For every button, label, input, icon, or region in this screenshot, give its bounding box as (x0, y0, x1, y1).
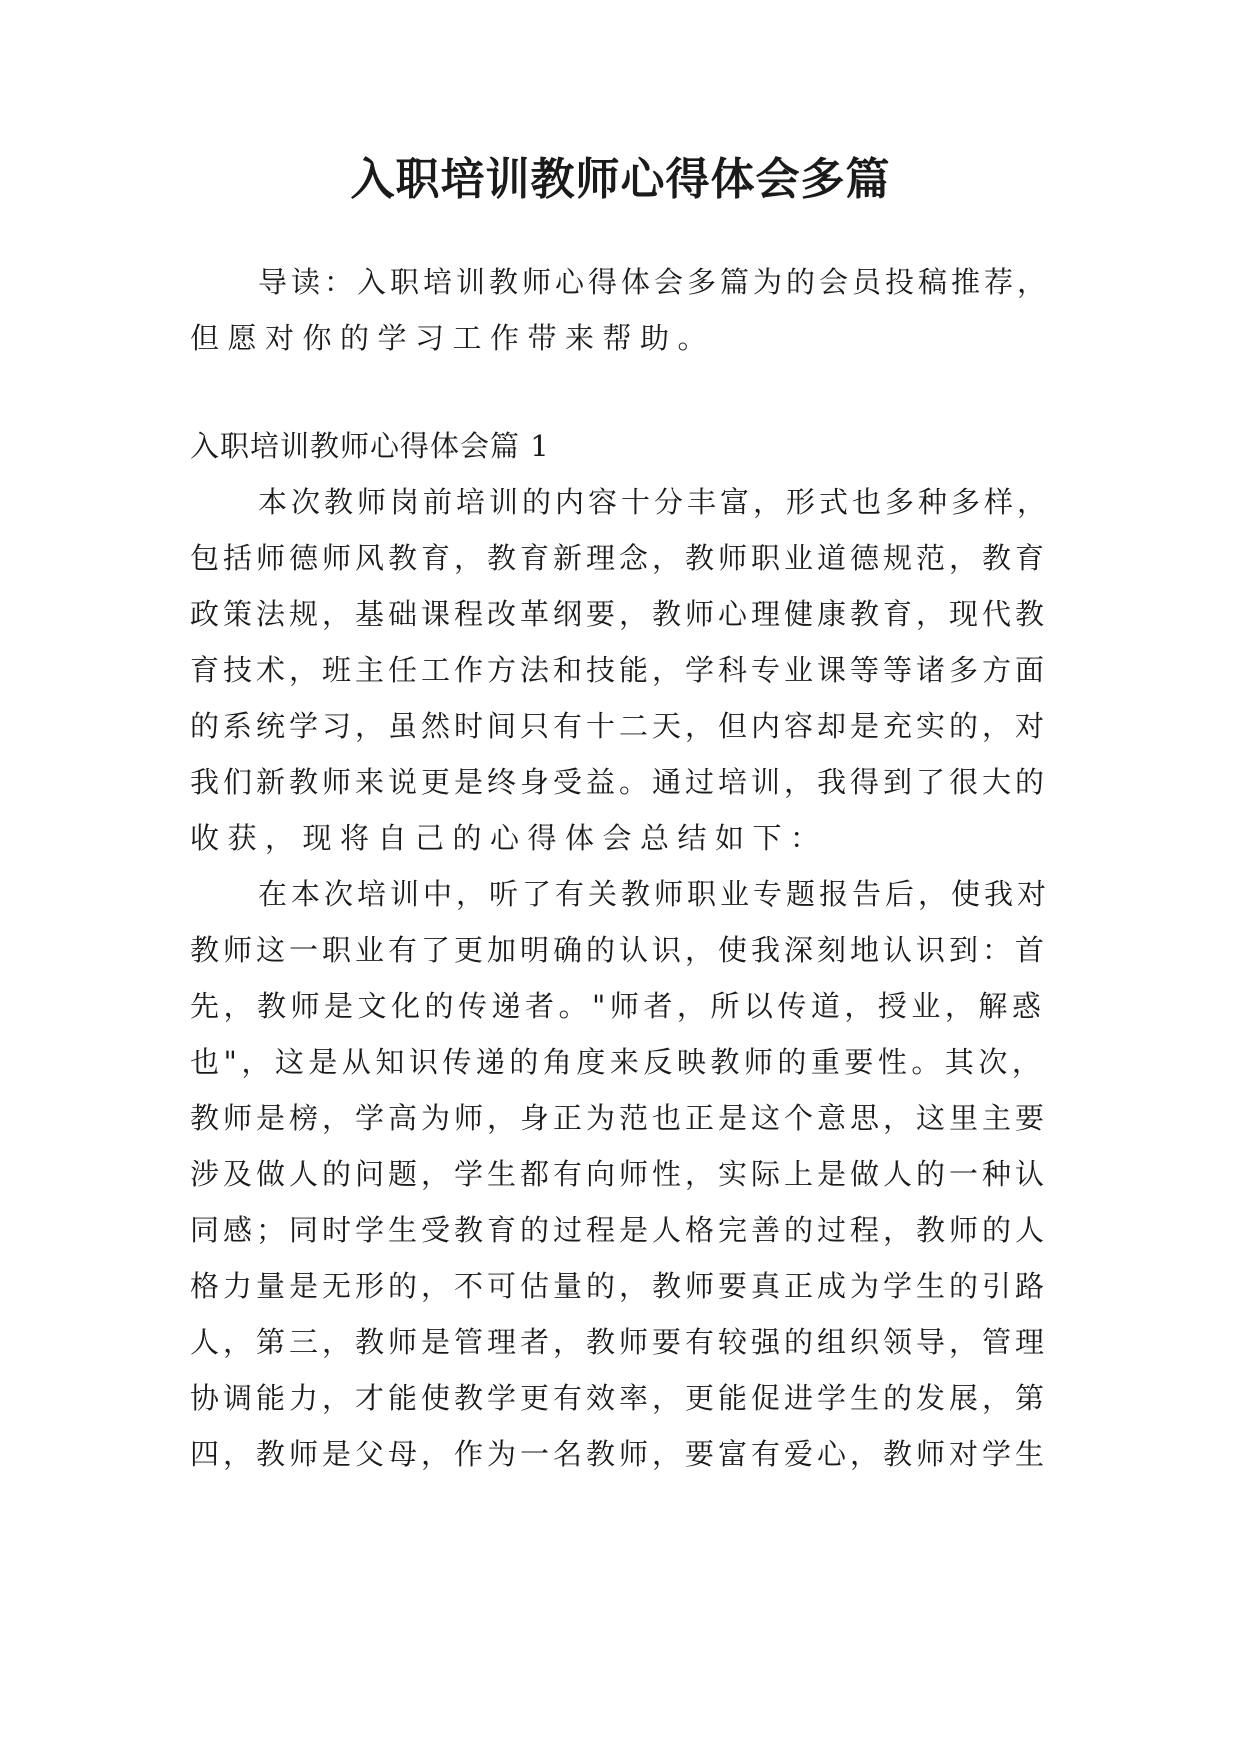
paragraph-line: 教师是榜，学高为师，身正为范也正是这个意思，这里主要 (190, 1101, 1049, 1135)
intro-line: 导读：入职培训教师心得体会多篇为的会员投稿推荐， (258, 265, 1051, 299)
document-title: 入职培训教师心得体会多篇 (350, 154, 891, 205)
paragraph-line: 本次教师岗前培训的内容十分丰富，形式也多种多样， (258, 485, 1051, 519)
paragraph-line: 四，教师是父母，作为一名教师，要富有爱心，教师对学生 (190, 1437, 1049, 1471)
paragraph-line: 的系统学习，虽然时间只有十二天，但内容却是充实的，对 (190, 709, 1049, 743)
paragraph-line: 协调能力，才能使教学更有效率，更能促进学生的发展，第 (190, 1381, 1049, 1415)
paragraph-line: 政策法规，基础课程改革纲要，教师心理健康教育，现代教 (190, 597, 1049, 631)
paragraph-line: 育技术，班主任工作方法和技能，学科专业课等等诸多方面 (190, 653, 1049, 687)
paragraph-line: 在本次培训中，听了有关教师职业专题报告后，使我对 (258, 877, 1051, 911)
paragraph-line: 格力量是无形的，不可估量的，教师要真正成为学生的引路 (190, 1269, 1049, 1303)
paragraph-line: 我们新教师来说更是终身受益。通过培训，我得到了很大的 (190, 765, 1049, 799)
paragraph-line: 同感；同时学生受教育的过程是人格完善的过程，教师的人 (190, 1213, 1049, 1247)
paragraph-line: 也"，这是从知识传递的角度来反映教师的重要性。其次， (190, 1045, 1046, 1079)
paragraph-line: 涉及做人的问题，学生都有向师性，实际上是做人的一种认 (190, 1157, 1049, 1191)
document-body (190, 254, 1050, 1482)
paragraph-line: 人，第三，教师是管理者，教师要有较强的组织领导，管理 (190, 1325, 1049, 1359)
intro-line: 但愿对你的学习工作带来帮助。 (190, 321, 716, 355)
section-heading: 入职培训教师心得体会篇 1 (190, 429, 550, 463)
paragraph-line: 教师这一职业有了更加明确的认识，使我深刻地认识到：首 (190, 933, 1049, 967)
paragraph-line: 收获，现将自己的心得体会总结如下： (190, 821, 828, 855)
paragraph-line: 包括师德师风教育，教育新理念，教师职业道德规范，教育 (190, 541, 1049, 575)
paragraph-line: 先，教师是文化的传递者。"师者，所以传道，授业，解惑 (190, 989, 1046, 1023)
